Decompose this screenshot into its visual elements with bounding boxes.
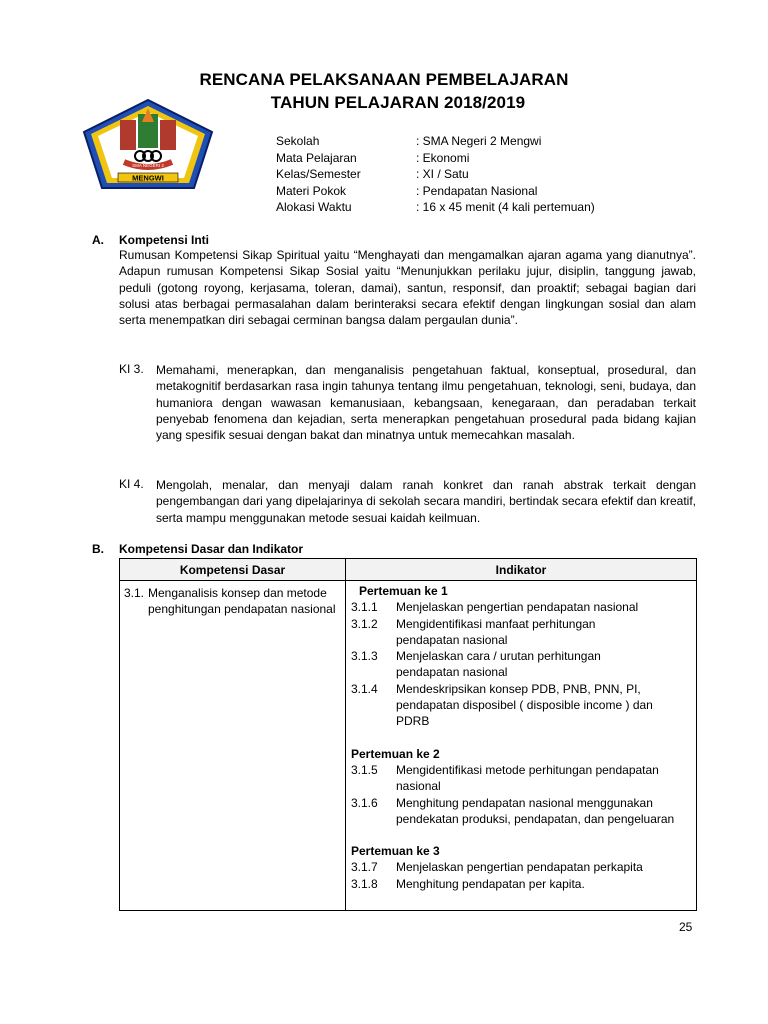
school-logo xyxy=(80,98,216,190)
list-item xyxy=(351,876,696,892)
identity-label: Kelas/Semester xyxy=(276,167,361,181)
indicator-code: 3.1.2 xyxy=(351,616,378,631)
indicator-text: Menghitung pendapatan per kapita. xyxy=(396,876,585,891)
ki4-text: Mengolah, menalar, dan menyaji dalam ranah konkret dan ranah abstrak terkait dengan pengembangan dari yang dipelajarinya di sekolah secara mandiri, bertindak secara efektif dan kreatif, serta mampu menggunakan metode sesuai kaidah keilmuan. xyxy=(156,478,696,525)
table-header-row xyxy=(120,559,697,581)
identity-row-time xyxy=(276,199,595,215)
list-item xyxy=(351,681,696,730)
table-row xyxy=(120,581,697,911)
indicator-text: Menghitung pendapatan nasional menggunakan pendekatan produksi, pendapatan, dan pengeluaran xyxy=(396,795,675,826)
identity-value: : Pendapatan Nasional xyxy=(416,184,538,198)
indicator-text: Menjelaskan cara / urutan perhitungan pendapatan nasional xyxy=(396,649,601,680)
indicator-text: Mendeskripsikan konsep PDB, PNB, PNN, PI, pendapatan disposibel ( disposible income ) dan PDRB xyxy=(396,681,653,729)
indicator-text: Mengidentifikasi metode perhitungan pendapatan nasional xyxy=(396,762,659,794)
list-item xyxy=(351,648,696,681)
identity-value: : Ekonomi xyxy=(416,151,470,165)
indicator-code: 3.1.8 xyxy=(351,876,378,891)
indicator-text: Mengidentifikasi manfaat perhitungan pendapatan nasional xyxy=(396,616,596,647)
indicator-code: 3.1.1 xyxy=(351,600,378,615)
ki3-text: Memahami, menerapkan, dan menganalisis pengetahuan faktual, konseptual, prosedural, dan metakognitif berdasarkan rasa ingin tahunya tentang ilmu pengetahuan, teknologi, seni, budaya, dan humaniora dengan wawasan kemanusiaan, kebangsaan, kenegaraan, dan peradaban terkait penyebab fenomena dan kejadian, serta menerapkan pengetahuan prosedural pada bidang kajian yang spesifik sesuai dengan bakat dan minatnya untuk memecahkan masalah. xyxy=(156,363,696,443)
section-a-intro: Rumusan Kompetensi Sikap Spiritual yaitu “Menghayati dan mengamalkan ajaran agama yang dianutnya”. Adapun rumusan Kompetensi Sikap Sosial yaitu “Menunjukkan perilaku jujur, disiplin, tanggung jawab, peduli (gotong royong, kerjasama, toleran, damai), santun, responsif, dan proaktif; sebagai bagian dari solusi atas berbagai permasalahan dalam berinteraksi secara efektif dengan lingkungan sosial dan alam serta menempatkan diri sebagai cerminan bangsa dalam pergaulan dunia”. xyxy=(119,248,696,328)
kd-indicator-table xyxy=(119,558,697,911)
ki4-number: KI 4. xyxy=(119,477,144,491)
indicator-text: Menjelaskan pengertian pendapatan perkapita xyxy=(396,860,643,875)
identity-value: : SMA Negeri 2 Mengwi xyxy=(416,134,542,148)
identity-value: : 16 x 45 menit (4 kali pertemuan) xyxy=(416,200,595,214)
doc-title-line2: TAHUN PELAJARAN 2018/2019 xyxy=(270,93,526,112)
meeting-2-heading: Pertemuan ke 2 xyxy=(351,746,440,761)
meeting-3-heading: Pertemuan ke 3 xyxy=(351,844,440,859)
list-item xyxy=(351,599,696,615)
logo-school-name: MENGWI xyxy=(132,173,164,183)
ki3-number: KI 3. xyxy=(119,362,144,376)
identity-label: Materi Pokok xyxy=(276,184,347,198)
doc-title-line1: RENCANA PELAKSANAAN PEMBELAJARAN xyxy=(199,70,569,89)
indicator-code: 3.1.4 xyxy=(351,681,378,696)
indicator-code: 3.1.6 xyxy=(351,795,378,810)
kd-cell xyxy=(120,581,346,911)
meeting-1-heading: Pertemuan ke 1 xyxy=(359,584,448,598)
list-item xyxy=(351,616,696,649)
logo-banner-text: SMA NEGERI 2 xyxy=(132,163,164,168)
identity-label: Mata Pelajaran xyxy=(276,151,357,165)
identity-row-class xyxy=(276,166,469,182)
col-header-kd: Kompetensi Dasar xyxy=(120,559,346,581)
page-number: 25 xyxy=(679,920,693,934)
identity-row-topic xyxy=(276,183,537,199)
identity-value: : XI / Satu xyxy=(416,167,469,181)
kd-number: 3.1. xyxy=(124,586,145,600)
list-item xyxy=(351,795,696,828)
identity-label: Alokasi Waktu xyxy=(276,200,352,214)
section-a-letter: A. xyxy=(92,233,104,247)
section-b-letter: B. xyxy=(92,542,104,556)
list-item xyxy=(351,859,696,875)
indicator-text: Menjelaskan pengertian pendapatan nasional xyxy=(396,600,639,615)
section-b-title: Kompetensi Dasar dan Indikator xyxy=(119,542,304,556)
kd-text: Menganalisis konsep dan metode penghitungan pendapatan nasional xyxy=(148,586,336,617)
identity-row-school xyxy=(276,133,541,149)
identity-label: Sekolah xyxy=(276,134,320,148)
section-a-title: Kompetensi Inti xyxy=(119,233,210,247)
col-header-indicator: Indikator xyxy=(346,559,697,581)
indicator-code: 3.1.5 xyxy=(351,762,378,777)
indicator-code: 3.1.7 xyxy=(351,860,378,875)
identity-row-subject xyxy=(276,150,469,166)
list-item xyxy=(351,762,696,795)
indicator-cell xyxy=(346,581,697,911)
indicator-code: 3.1.3 xyxy=(351,649,378,664)
